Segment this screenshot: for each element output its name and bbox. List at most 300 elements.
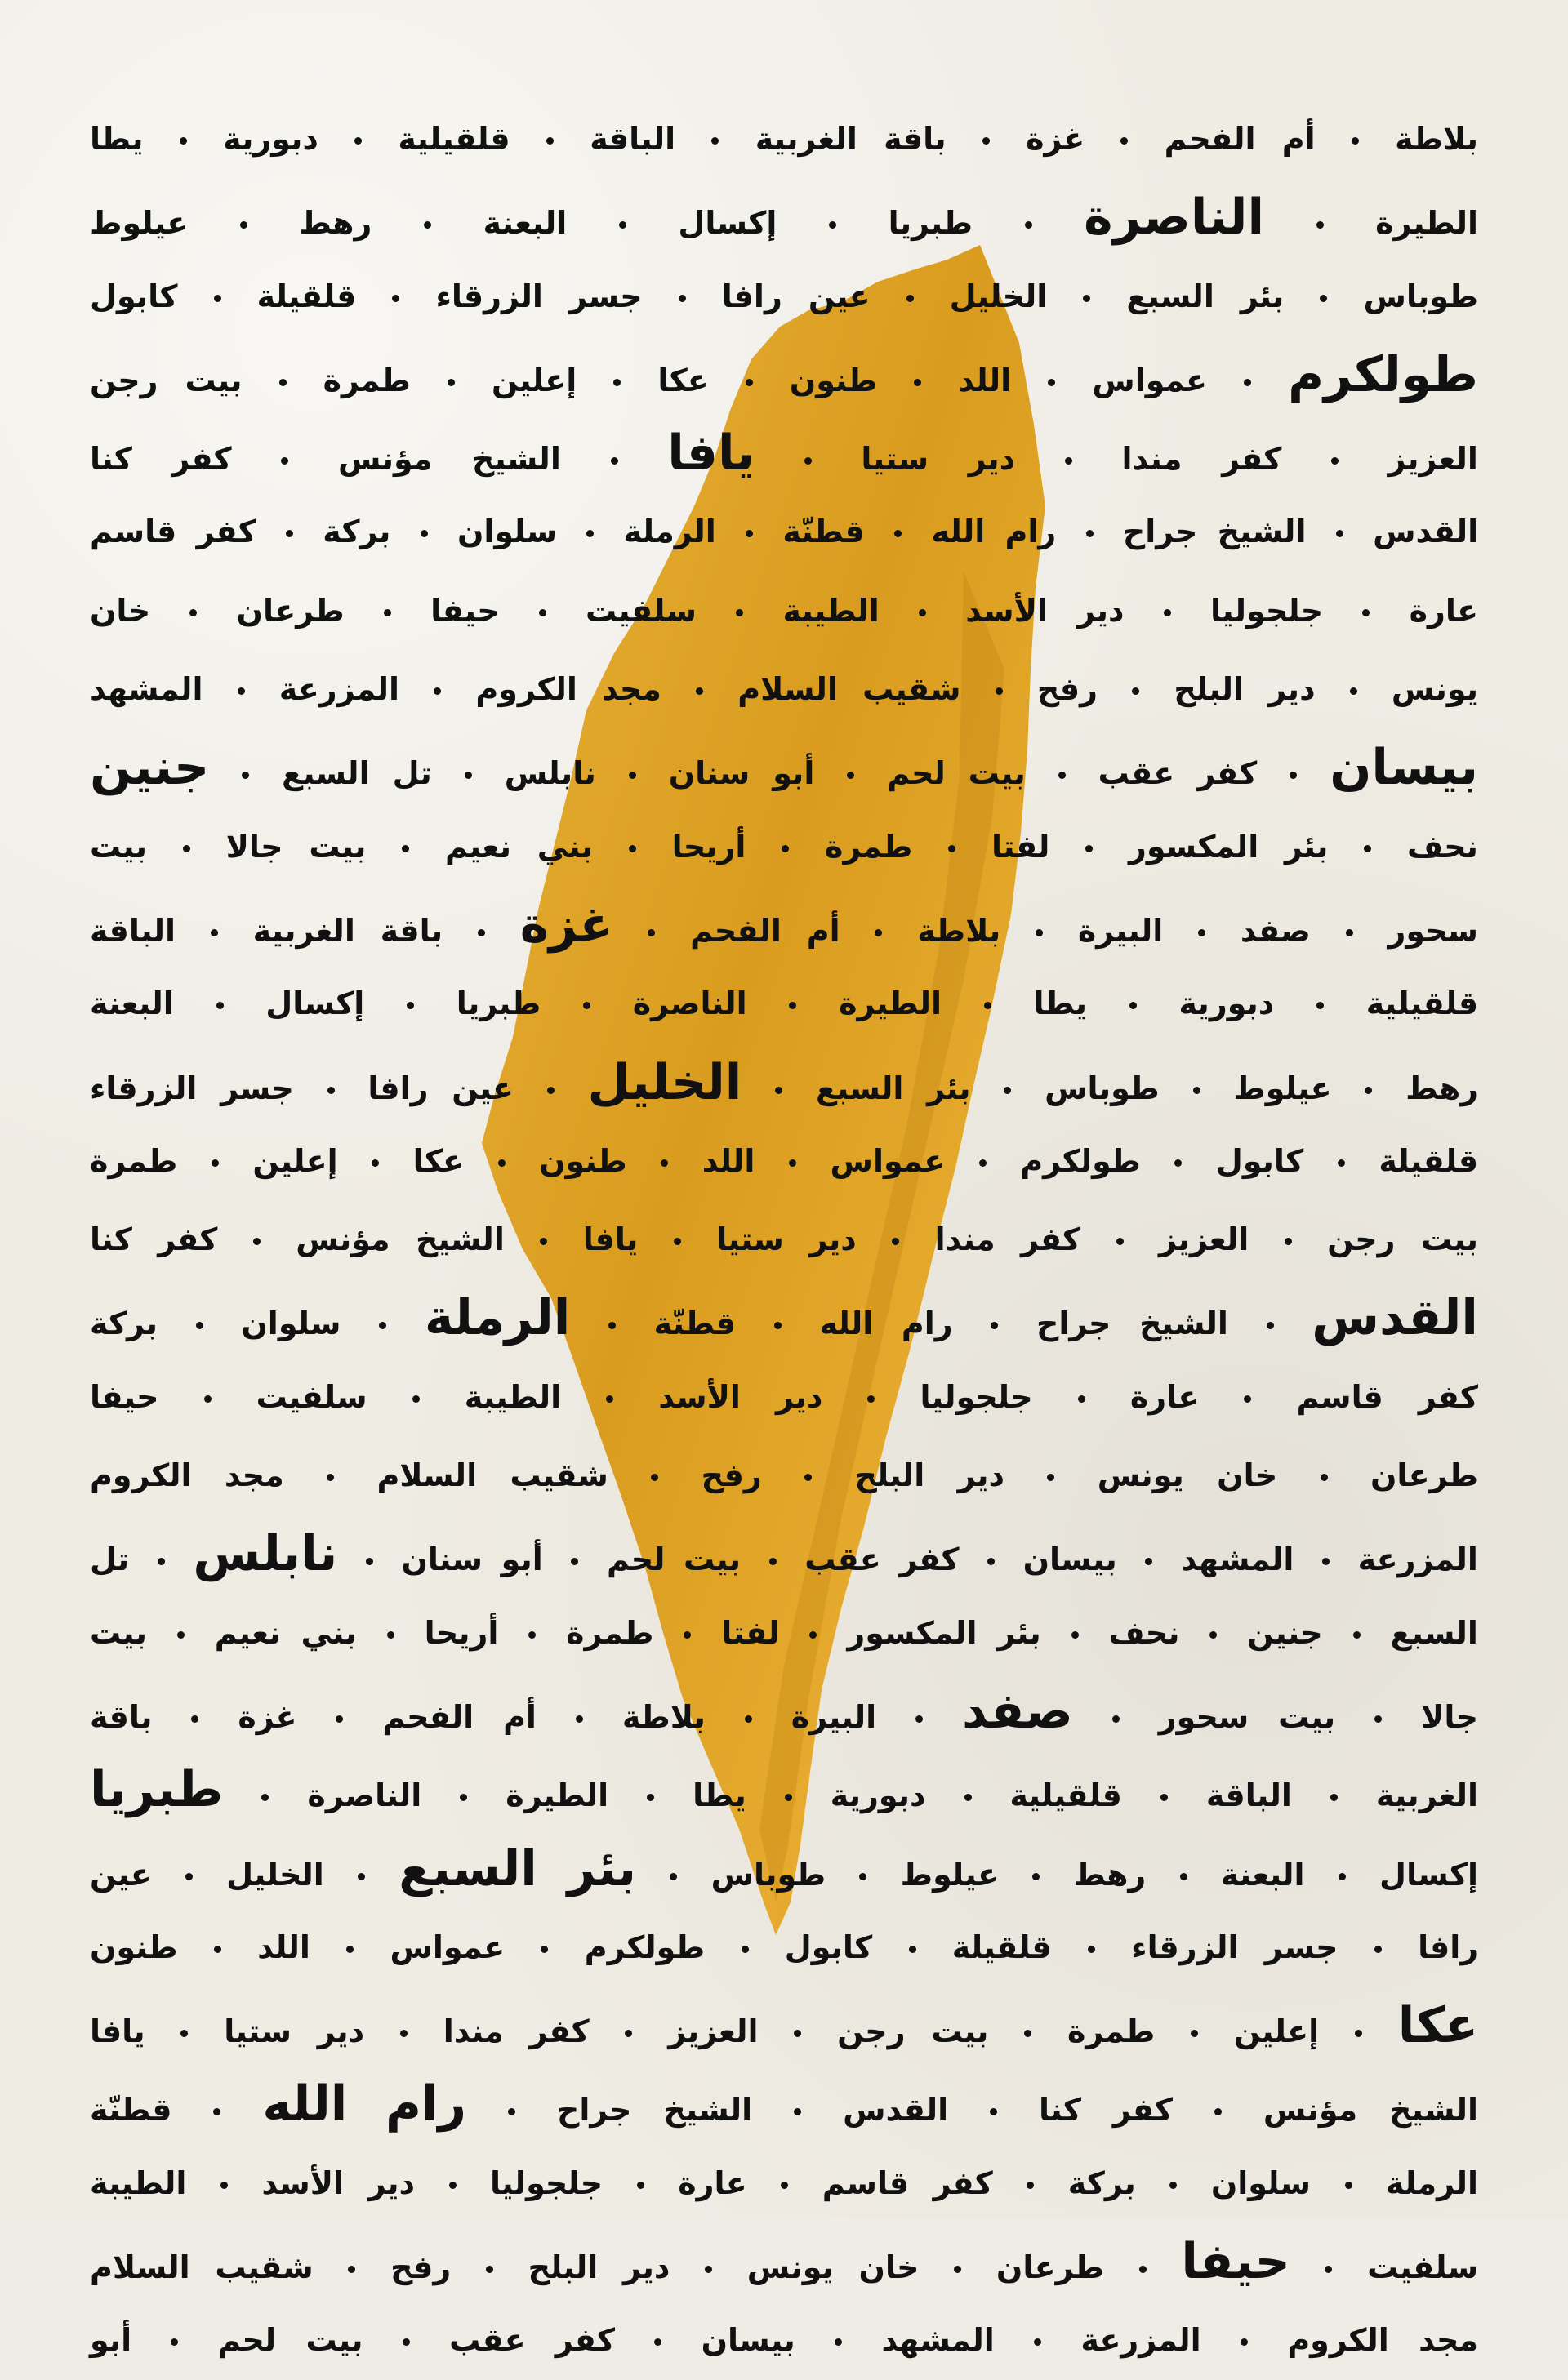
place-name: بركة [90,1306,158,1342]
separator-dot [804,457,812,465]
place-name: عيلوط [900,1856,999,1893]
place-name: طرعان [1370,1457,1479,1494]
place-name: يطا [693,1777,746,1814]
place-name: كفر كنا [1039,2092,1173,2129]
separator-dot [987,1558,995,1565]
place-name: بيت رجن [837,2013,989,2050]
place-name: خان [90,592,151,629]
separator-dot [1048,379,1055,386]
separator-dot [1339,1873,1346,1880]
place-name: طوباس [710,1856,826,1893]
separator-dot [185,1873,193,1880]
place-name: عين [90,1856,152,1893]
separator-dot [954,2266,961,2273]
separator-dot [835,2338,842,2346]
text-line [90,1122,1478,1200]
place-name: دبورية [223,121,318,157]
separator-dot [674,1238,681,1245]
place-name-large: الرملة [424,1289,571,1347]
place-name: الباقة [590,121,676,157]
place-name: إعلين [252,1142,338,1179]
place-name-large: بئر السبع [399,1839,637,1897]
place-name: سحور [1388,912,1478,949]
separator-dot [629,845,636,852]
place-name: البعنة [1220,1856,1305,1893]
place-name: إكسال [265,985,365,1022]
separator-dot [486,2266,493,2273]
separator-dot [1374,1715,1382,1723]
separator-dot [424,221,431,229]
separator-dot [867,1395,875,1403]
place-name-large: القدس [1312,1289,1478,1347]
place-name: مجد الكروم [90,1457,284,1494]
place-name: بيت سحور [1158,1698,1336,1735]
separator-dot [894,530,902,537]
place-name: يافا [90,2013,145,2050]
place-name: كفر قاسم [822,2164,993,2201]
separator-dot [781,2182,788,2189]
place-name: البعنة [483,205,568,242]
place-name: مجد الكروم [475,671,662,708]
separator-dot [1120,137,1128,145]
separator-dot [613,379,621,386]
place-name: المشهد [1180,1541,1294,1578]
separator-dot [745,1715,752,1723]
separator-dot [449,2182,457,2189]
text-line [90,728,1478,807]
place-name: كفر كنا [90,1221,218,1258]
separator-dot [906,295,914,302]
place-name: جسر الزرقاء [90,1070,294,1106]
place-name: إعلين [492,362,577,398]
separator-dot [647,1794,654,1801]
separator-dot [392,295,399,302]
separator-dot [775,1087,782,1094]
place-name: العزيز [1158,1221,1250,1258]
text-line [90,1751,1478,1829]
separator-dot [1325,2266,1332,2273]
place-name: نحف [1407,828,1478,865]
place-name: يطا [1033,985,1088,1022]
place-name: طمرة [90,1142,178,1179]
separator-dot [211,929,218,936]
place-name: أم الفحم [1164,121,1316,157]
separator-dot [991,1322,998,1329]
place-name: بيسان [1022,1541,1117,1578]
place-name: سلوان [1210,2164,1312,2201]
place-name: بيت [90,828,148,865]
place-name: رهط [299,205,372,242]
separator-dot [1320,295,1327,302]
place-name-large: طبريا [90,1761,224,1819]
separator-dot [1139,2266,1147,2273]
place-name: قطنّة [653,1306,737,1342]
place-name: المشهد [90,671,203,708]
place-name: البيرة [791,1698,877,1735]
place-name: بركة [1067,2164,1136,2201]
place-name: بركة [323,514,391,550]
separator-dot [327,1474,334,1481]
text-line [90,886,1478,964]
separator-dot [1362,609,1370,616]
place-name: المزرعة [1080,2322,1201,2359]
separator-dot [637,2182,644,2189]
place-name: باقة الغربية [252,912,443,949]
place-name: كابول [90,278,178,314]
separator-dot [478,929,485,936]
separator-dot [354,137,362,145]
place-name: شقيب السلام [376,1457,608,1494]
place-name: المزرعة [278,671,400,708]
place-name-large: الخليل [587,1053,742,1111]
place-name: بئر السبع [815,1070,971,1106]
separator-dot [460,1794,467,1801]
separator-dot [242,772,249,779]
place-name: إكسال [1379,1856,1479,1893]
separator-dot [434,687,441,695]
place-name: عكا [412,1142,464,1179]
separator-dot [196,1322,203,1329]
place-name: نحف [1108,1614,1180,1651]
place-name: أم الفحم [690,912,840,949]
place-name: طمرة [323,362,411,398]
place-name: عمواس [390,1928,506,1965]
place-name: غزة [238,1698,297,1735]
separator-dot [1025,221,1032,229]
place-name: شقيب السلام [737,671,961,708]
place-name: بيت رجن [1327,1221,1478,1258]
place-name: جنين [1247,1614,1323,1651]
separator-dot [1193,1087,1200,1094]
place-name: باقة [90,1698,153,1735]
place-name: جلجوليا [1209,592,1324,629]
text-line [90,2065,1478,2143]
place-name: جلجوليا [920,1378,1033,1415]
separator-dot [1112,1715,1120,1723]
text-line [90,1594,1478,1672]
place-name: غزة [1026,121,1085,157]
place-name: رفح [701,1457,762,1494]
place-name: لفتا [721,1614,780,1651]
place-name: كفر كنا [90,441,232,478]
place-name: أبو سنان [401,1541,543,1578]
separator-dot [465,772,472,779]
place-name: جسر الزرقاء [1131,1928,1339,1965]
separator-dot [705,2266,712,2273]
place-name: الباقة [90,912,176,949]
place-name: طولكرم [1020,1142,1141,1179]
separator-dot [1350,687,1357,695]
separator-dot [253,1238,261,1245]
separator-dot [1164,609,1171,616]
place-name: الطيبة [464,1378,562,1415]
place-name: دير الأسد [965,592,1125,629]
separator-dot [611,457,618,465]
place-name: يافا [582,1221,639,1258]
separator-dot [508,2108,515,2115]
place-name-large: طولكرم [1288,345,1478,403]
place-name: جسر الزرقاء [435,278,643,314]
separator-dot [336,1715,343,1723]
separator-dot [606,1395,613,1403]
place-name: باقة الغربية [755,121,947,157]
place-name: عارة [1409,592,1479,629]
place-name: جلجوليا [490,2164,604,2201]
place-name: خان يونس [1097,1457,1278,1494]
text-line [90,964,1478,1043]
separator-dot [379,1322,386,1329]
place-name: أريحا [671,828,746,865]
separator-dot [679,295,686,302]
place-name: عارة [1129,1378,1200,1415]
separator-dot [964,1794,972,1801]
separator-dot [546,137,554,145]
place-name: الرملة [1386,2164,1479,2201]
separator-dot [661,1159,668,1167]
separator-dot [213,2108,220,2115]
place-name: عين رافا [368,1070,514,1106]
separator-dot [789,1159,796,1167]
place-name: أريحا [424,1614,499,1651]
separator-dot [789,1002,796,1009]
separator-dot [240,221,247,229]
separator-dot [421,530,428,537]
separator-dot [1322,1558,1330,1565]
separator-dot [1244,1395,1251,1403]
separator-dot [915,1715,923,1723]
separator-dot [1071,1631,1079,1639]
separator-dot [1285,1238,1292,1245]
place-name: الطيرة [1375,205,1479,242]
separator-dot [1169,2182,1177,2189]
place-name: قلقيلة [1379,1142,1479,1179]
separator-dot [1346,929,1353,936]
place-name: رام الله [819,1306,953,1342]
place-name: كفر مندا [934,1221,1081,1258]
place-name: حيفا [90,1378,159,1415]
place-name: كفر مندا [443,2013,590,2050]
separator-dot [358,1873,365,1880]
place-name-large: بيسان [1330,739,1479,797]
separator-dot [684,1631,691,1639]
separator-dot [847,772,854,779]
separator-dot [1355,2030,1362,2037]
separator-dot [191,1715,198,1723]
separator-dot [654,2338,662,2346]
separator-dot [1336,530,1343,537]
separator-dot [996,687,1003,695]
separator-dot [919,609,926,616]
separator-dot [1088,1946,1095,1953]
place-name: بئر المكسور [847,1614,1041,1651]
place-name: طرعان [236,592,345,629]
text-line [90,414,1478,492]
place-name: البيرة [1077,912,1164,949]
separator-dot [1290,772,1297,779]
place-name: قطنّة [90,2092,172,2129]
place-name: طرعان [996,2249,1105,2286]
separator-dot [540,1238,547,1245]
place-name: يونس [1391,671,1478,708]
separator-dot [158,1558,165,1565]
place-name: طمرة [825,828,913,865]
separator-dot [990,2108,997,2115]
place-name: قطنّة [782,514,865,550]
place-name-large: الناصرة [1084,189,1265,247]
separator-dot [327,1087,335,1094]
separator-dot [177,1631,185,1639]
separator-dot [711,137,719,145]
place-name: بيت لحم [217,2322,363,2359]
text-line [90,2222,1478,2301]
separator-dot [746,530,753,537]
place-name: دبورية [830,1777,926,1814]
text-line [90,257,1478,336]
separator-dot [984,1002,991,1009]
separator-dot [412,1395,420,1403]
place-name: دير البلح [528,2249,670,2286]
text-line [90,1515,1478,1593]
place-name: عارة [678,2164,747,2201]
separator-dot [1047,1474,1054,1481]
separator-dot [1330,1794,1338,1801]
text-line [90,650,1478,728]
place-name: الشيخ جراح [556,2092,753,2129]
separator-dot [804,1474,812,1481]
separator-dot [214,295,221,302]
place-name: دير ستيا [716,1221,857,1258]
place-name: بلاطة [1395,121,1479,157]
place-name: كفر عقب [1098,755,1258,792]
place-name: الشيخ مؤنس [296,1221,505,1258]
place-name: بئر المكسور [1128,828,1329,865]
place-name: بئر السبع [1126,278,1285,314]
place-name: مجد الكروم [1287,2322,1478,2359]
separator-dot [782,845,789,852]
place-name: القدس [1373,514,1479,550]
separator-dot [785,1794,792,1801]
place-name: الناصرة [632,985,747,1022]
separator-dot [742,1946,749,1953]
text-line [90,1436,1478,1515]
separator-dot [1338,1159,1345,1167]
separator-dot [875,929,882,936]
separator-dot [794,2030,801,2037]
place-name: المشهد [881,2322,995,2359]
separator-dot [1364,845,1371,852]
separator-dot [539,609,546,616]
place-name: رفح [390,2249,452,2286]
separator-dot [402,845,409,852]
place-name: طمرة [1067,2013,1156,2050]
text-line [90,1279,1478,1357]
separator-dot [1198,929,1205,936]
place-name: طبريا [456,985,541,1022]
place-name: دير الأسد [658,1378,823,1415]
place-name: البعنة [90,985,174,1022]
text-line [90,2144,1478,2222]
separator-dot [1086,530,1094,537]
separator-dot [1374,1946,1382,1953]
separator-dot [212,1159,219,1167]
text-line [90,2301,1478,2379]
separator-dot [769,1558,777,1565]
separator-dot [1160,1794,1168,1801]
place-name: عمواس [830,1142,946,1179]
place-name: حيفا [430,592,500,629]
separator-dot [1267,1322,1274,1329]
separator-dot [1032,1873,1040,1880]
place-name: عيلوط [1233,1070,1332,1106]
place-name: دبورية [1178,985,1275,1022]
separator-dot [346,1946,354,1953]
separator-dot [1209,1631,1217,1639]
place-name: طنون [789,362,878,398]
separator-dot [1214,2108,1222,2115]
place-name: سلفيت [256,1378,368,1415]
separator-dot [1078,1395,1085,1403]
separator-dot [372,1159,379,1167]
place-name: طبريا [888,205,973,242]
place-name: سلفيت [1367,2249,1479,2286]
separator-dot [948,845,956,852]
place-name: بني نعيم [444,828,594,865]
place-name: الطيبة [90,2164,187,2201]
separator-dot [859,1873,866,1880]
place-name: قلقيلية [398,121,510,157]
separator-dot [498,1159,506,1167]
separator-dot [403,2338,410,2346]
place-name: أبو سنان [668,755,815,792]
separator-dot [387,1631,394,1639]
separator-dot [541,1946,548,1953]
text-line [90,336,1478,414]
place-name: إكسال [678,205,777,242]
separator-dot [586,530,594,537]
separator-dot [1316,1002,1324,1009]
place-name: بني نعيم [214,1614,357,1651]
separator-dot [583,1002,590,1009]
separator-dot [281,457,288,465]
separator-dot [348,2266,355,2273]
text-line [90,1358,1478,1436]
place-name: إعلين [1233,2013,1320,2050]
place-name: السبع [1390,1614,1478,1651]
place-name: الشيخ مؤنس [1263,2092,1479,2129]
separator-dot [1024,2030,1031,2037]
separator-dot [216,1002,224,1009]
place-name: بيت لحم [887,755,1026,792]
place-name: أبو [90,2322,132,2359]
separator-dot [528,1631,536,1639]
text-line [90,100,1478,178]
separator-dot [279,379,287,386]
separator-dot [1036,929,1043,936]
separator-dot [794,2108,801,2115]
separator-dot [909,1946,916,1953]
separator-dot [648,929,655,936]
text-line [90,572,1478,650]
separator-dot [619,221,626,229]
separator-dot [979,1159,987,1167]
place-name: اللد [702,1142,755,1179]
separator-dot [1345,2182,1352,2189]
place-name: كفر عقب [804,1541,960,1578]
place-name: بيت جالا [225,828,367,865]
separator-dot [1085,845,1093,852]
place-name: رام الله [931,514,1057,550]
place-name-large: نابلس [193,1525,338,1583]
